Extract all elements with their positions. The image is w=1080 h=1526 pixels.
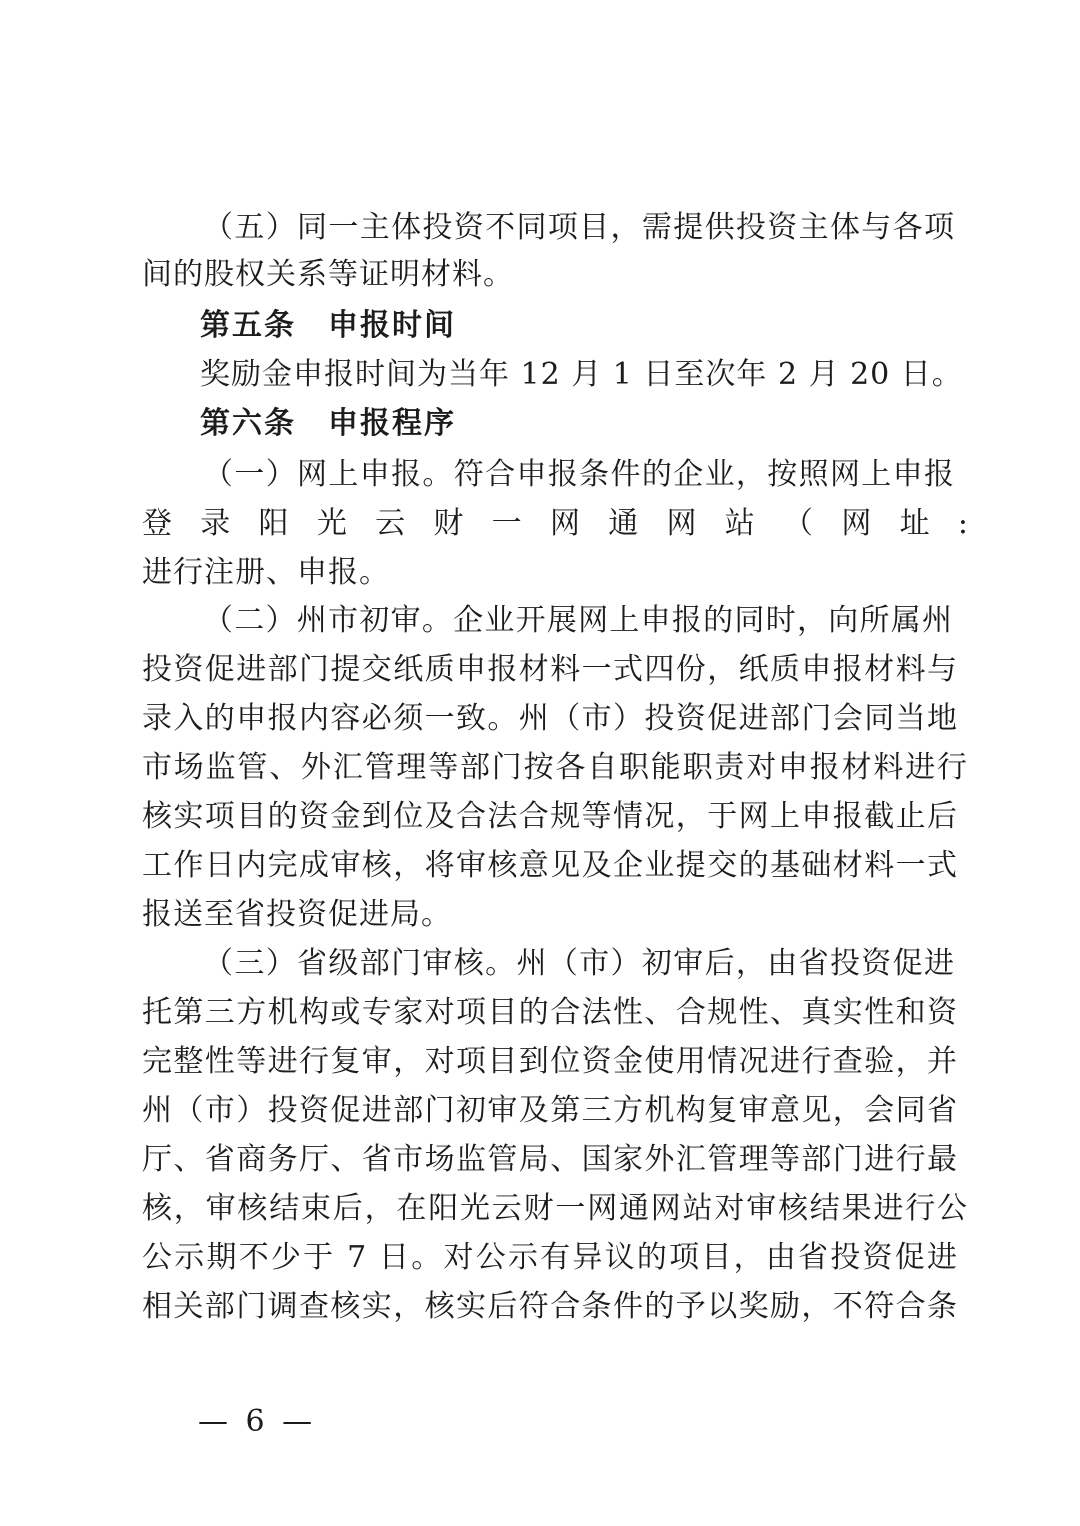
text-line: 公示期不少于 7 日。对公示有异议的项目，由省投资促进	[142, 1240, 958, 1275]
text-line: 托第三方机构或专家对项目的合法性、合规性、真实性和资	[142, 995, 958, 1030]
text-line: （二）州市初审。企业开展网上申报的同时，向所属州	[203, 603, 953, 638]
text-line: 录入的申报内容必须一致。州（市）投资促进部门会同当地	[142, 701, 958, 736]
text-line: 州（市）投资促进部门初审及第三方机构复审意见，会同省	[142, 1093, 958, 1128]
text-line: 工作日内完成审核，将审核意见及企业提交的基础材料一式	[142, 848, 958, 883]
page-number: — 6 —	[198, 1404, 317, 1439]
text-line: 市场监管、外汇管理等部门按各自职能职责对申报材料进行	[142, 750, 968, 785]
text-line: 登录阳光云财一网通网站（网址:	[142, 506, 968, 541]
section-heading: 第五条 申报时间	[200, 308, 456, 343]
text-line: 完整性等进行复审，对项目到位资金使用情况进行查验，并	[142, 1044, 958, 1079]
text-line: （一）网上申报。符合申报条件的企业，按照网上申报	[203, 457, 955, 492]
text-line: 核实项目的资金到位及合法合规等情况，于网上申报截止后	[142, 799, 958, 834]
section-heading: 第六条 申报程序	[200, 406, 456, 441]
text-line: 奖励金申报时间为当年 12 月 1 日至次年 2 月 20 日。	[200, 357, 963, 392]
text-line: 厅、省商务厅、省市场监管局、国家外汇管理等部门进行最	[142, 1142, 958, 1177]
text-line: 投资促进部门提交纸质申报材料一式四份，纸质申报材料与	[142, 652, 958, 687]
text-line: （三）省级部门审核。州（市）初审后，由省投资促进	[203, 946, 955, 981]
text-line: 间的股权关系等证明材料。	[142, 257, 514, 292]
text-line: 核，审核结束后，在阳光云财一网通网站对审核结果进行公	[142, 1191, 968, 1226]
text-line: （五）同一主体投资不同项目，需提供投资主体与各项	[203, 210, 955, 245]
text-line: 报送至省投资促进局。	[142, 897, 452, 932]
text-line: 进行注册、申报。	[142, 555, 390, 590]
text-line: 相关部门调查核实，核实后符合条件的予以奖励，不符合条	[142, 1289, 958, 1324]
